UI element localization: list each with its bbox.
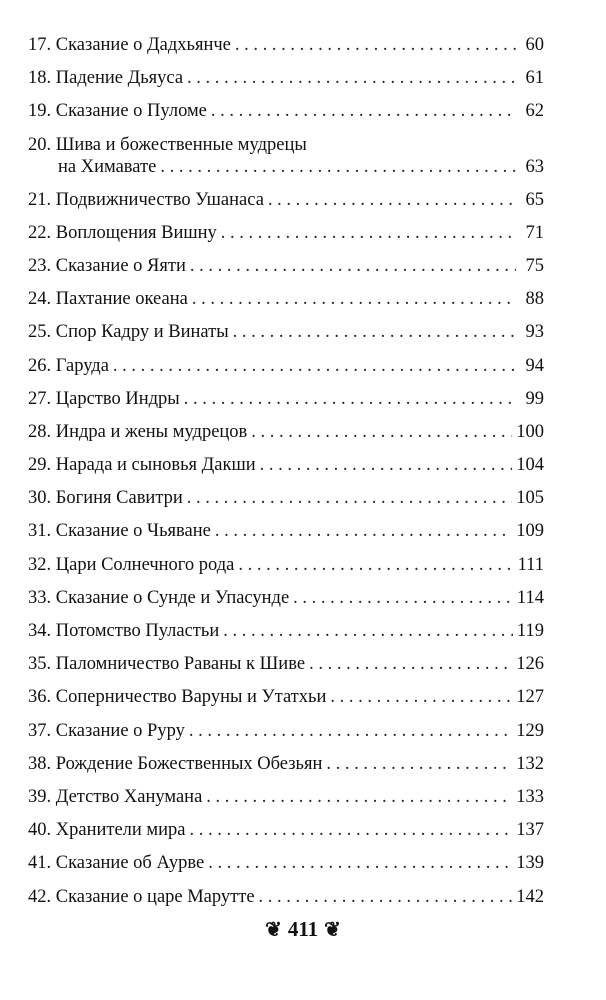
entry-page: 88 <box>525 289 544 310</box>
entry-page: 119 <box>516 621 544 641</box>
entry-page: 132 <box>516 753 544 774</box>
toc-entry <box>28 288 544 321</box>
entry-title: 36. Соперничество Варуны и Утатхьи <box>28 687 327 708</box>
leader-dots <box>233 321 516 343</box>
toc-entry <box>28 653 544 686</box>
page-footer <box>0 917 606 942</box>
entry-title: 42. Сказание о царе Марутте <box>28 886 255 907</box>
entry-title: 30. Богиня Савитри <box>28 488 183 509</box>
toc-entry <box>28 189 544 222</box>
entry-title: 29. Нарада и сыновья Дакши <box>28 455 256 476</box>
entry-title: 38. Рождение Божественных Обезьян <box>28 753 323 774</box>
toc-entry <box>28 321 544 354</box>
entry-title-line2: на Химавате <box>58 156 157 177</box>
entry-title: 21. Подвижничество Ушанаса <box>28 189 264 210</box>
leader-dots <box>251 421 512 443</box>
toc-entry <box>28 620 544 653</box>
toc-entry <box>28 720 544 753</box>
entry-page: 100 <box>516 421 544 442</box>
entry-page: 133 <box>516 786 544 807</box>
entry-title: 19. Сказание о Пуломе <box>28 101 207 122</box>
leader-dots <box>326 753 512 775</box>
entry-title: 31. Сказание о Чьяване <box>28 521 211 542</box>
entry-title: 34. Потомство Пуластьи <box>28 621 220 641</box>
toc-entry <box>28 222 544 255</box>
toc-entry <box>28 100 544 133</box>
leader-dots <box>208 852 512 874</box>
page-number: 411 <box>287 917 319 941</box>
entry-title: 27. Царство Индры <box>28 388 180 409</box>
entry-page: 129 <box>516 720 544 741</box>
leader-dots <box>221 222 516 244</box>
entry-title: 23. Сказание о Яяти <box>28 255 186 276</box>
leader-dots <box>187 67 516 89</box>
leader-dots <box>113 355 516 377</box>
entry-title: 37. Сказание о Руру <box>28 720 185 741</box>
leader-dots <box>206 786 512 808</box>
entry-page: 139 <box>516 853 544 874</box>
leader-dots <box>293 587 513 609</box>
toc-entry <box>28 487 544 520</box>
leader-dots <box>192 288 516 310</box>
toc-entry <box>28 886 544 919</box>
entry-title: 40. Хранители мира <box>28 820 186 841</box>
entry-title-line1: 20. Шива и божественные мудрецы <box>28 134 307 155</box>
entry-title: 25. Спор Кадру и Винаты <box>28 322 229 343</box>
entry-page: 93 <box>525 322 544 343</box>
entry-title: 26. Гаруда <box>28 355 109 376</box>
toc-entry <box>28 587 544 620</box>
leader-dots <box>190 819 513 841</box>
entry-page: 127 <box>516 687 544 708</box>
entry-title: 24. Пахтание океана <box>28 289 188 310</box>
entry-title: 35. Паломничество Раваны к Шиве <box>28 654 306 675</box>
entry-page: 71 <box>525 222 544 243</box>
entry-page: 105 <box>516 488 544 509</box>
entry-page: 104 <box>516 455 544 476</box>
entry-title: 41. Сказание об Аурве <box>28 853 205 874</box>
leader-dots <box>235 34 516 56</box>
entry-page: 114 <box>516 587 544 608</box>
toc-entry <box>28 454 544 487</box>
entry-page: 63 <box>525 156 544 177</box>
leader-dots <box>215 520 512 542</box>
toc-entry <box>28 520 544 553</box>
toc-entry <box>28 753 544 786</box>
leader-dots <box>187 487 512 509</box>
entry-page: 111 <box>517 554 544 575</box>
entry-page: 75 <box>525 255 544 276</box>
entry-title: 28. Индра и жены мудрецов <box>28 421 248 442</box>
leader-dots <box>211 100 516 122</box>
toc-entry <box>28 255 544 288</box>
leader-dots <box>309 653 512 675</box>
leader-dots <box>160 156 516 178</box>
entry-title: 18. Падение Дьяуса <box>28 68 184 89</box>
entry-title: 32. Цари Солнечного рода <box>28 554 235 575</box>
entry-page: 62 <box>525 101 544 122</box>
entry-page: 65 <box>525 189 544 210</box>
toc-entry <box>28 686 544 719</box>
leader-dots <box>184 388 516 410</box>
toc-entry <box>28 67 544 100</box>
toc-entry <box>28 786 544 819</box>
leader-dots <box>238 554 513 576</box>
table-of-contents <box>28 34 544 919</box>
toc-entry <box>28 355 544 388</box>
leader-dots <box>259 886 513 908</box>
entry-title: 39. Детство Ханумана <box>28 786 203 807</box>
toc-entry <box>28 554 544 587</box>
toc-entry <box>28 134 544 189</box>
leader-dots <box>260 454 513 476</box>
toc-entry <box>28 421 544 454</box>
entry-page: 142 <box>516 886 544 907</box>
entry-page: 109 <box>516 521 544 542</box>
leader-dots <box>190 255 516 277</box>
entry-title: 22. Воплощения Вишну <box>28 222 217 243</box>
floral-ornament-icon: ❦ <box>324 919 341 941</box>
entry-title: 17. Сказание о Дадхьянче <box>28 35 231 55</box>
leader-dots <box>189 720 512 742</box>
toc-entry <box>28 34 544 67</box>
entry-page: 137 <box>516 820 544 841</box>
entry-title-line2-row <box>28 156 544 178</box>
leader-dots <box>223 620 513 642</box>
leader-dots <box>268 189 516 211</box>
toc-entry <box>28 388 544 421</box>
entry-page: 61 <box>525 68 544 89</box>
entry-title: 33. Сказание о Сунде и Упасунде <box>28 587 290 608</box>
toc-entry <box>28 819 544 852</box>
entry-page: 99 <box>525 388 544 409</box>
entry-page: 94 <box>525 355 544 376</box>
entry-page: 126 <box>516 654 544 675</box>
entry-page: 60 <box>525 35 544 55</box>
leader-dots <box>330 686 512 708</box>
floral-ornament-icon: ❦ <box>265 919 282 941</box>
toc-entry <box>28 852 544 885</box>
